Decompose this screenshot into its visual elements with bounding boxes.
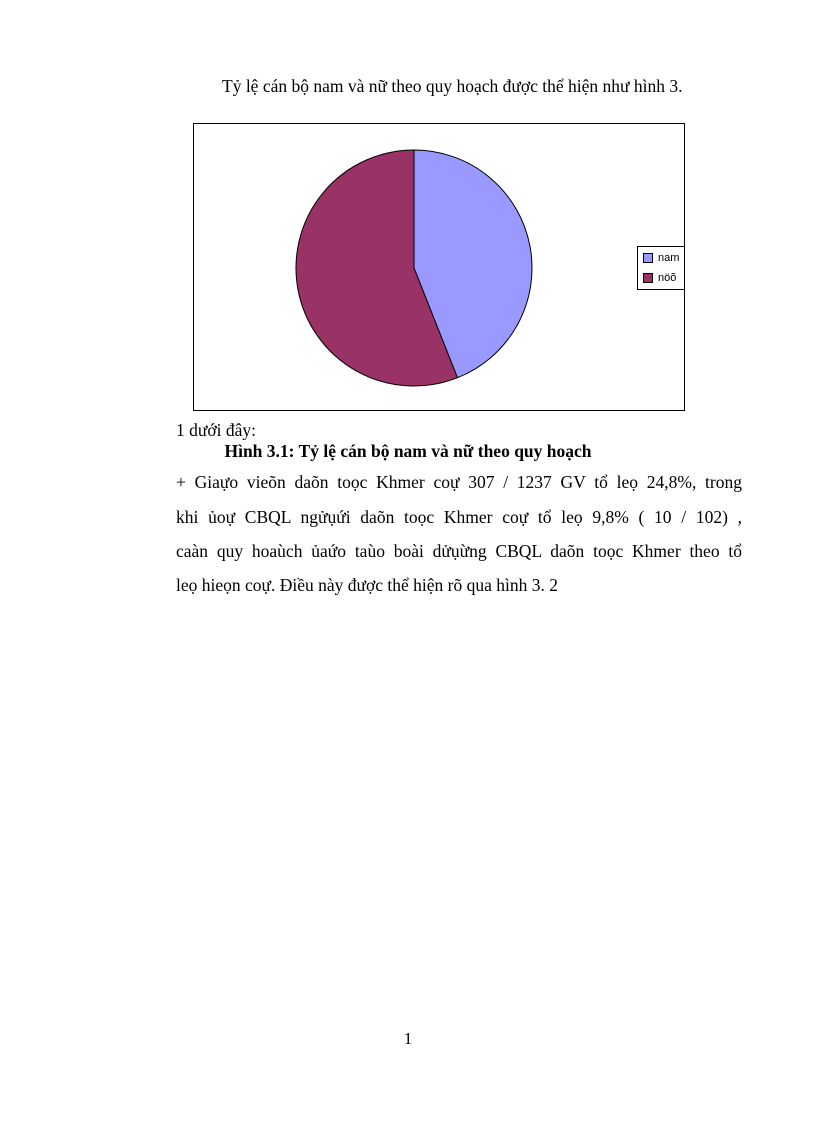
legend-item-nu xyxy=(643,271,676,285)
pie-chart-svg xyxy=(194,124,684,410)
chart-legend xyxy=(637,246,685,290)
legend-item-nam xyxy=(643,251,679,265)
legend-label-nam: nam xyxy=(658,252,680,264)
paragraph-line: + Giaựo vieõn daõn toọc Khmer coự 307 / 1237 GV tổ leọ 24,8%, trong xyxy=(176,472,742,492)
paragraph-line: khi ủoự CBQL ngửụứi daõn toọc Khmer coự tổ leọ 9,8% ( 10 / 102) , xyxy=(176,507,742,527)
intro-text: Tỷ lệ cán bộ nam và nữ theo quy hoạch được thể hiện như hình 3. xyxy=(222,76,683,96)
legend-swatch-nu xyxy=(643,273,653,283)
intro-continuation: 1 dưới đây: xyxy=(176,420,256,440)
paragraph-line: leọ hieọn coự. Điều này được thể hiện rõ qua hình 3. 2 xyxy=(176,575,559,595)
page-number: 1 xyxy=(403,1029,413,1048)
pie-chart xyxy=(193,123,685,411)
paragraph-line: caàn quy hoaùch ủaứo taùo boài dửụừng CBQL daõn toọc Khmer theo tổ xyxy=(176,541,742,561)
figure-caption: Hình 3.1: Tỷ lệ cán bộ nam và nữ theo quy hoạch xyxy=(224,441,592,461)
legend-label-nu: nöõ xyxy=(658,272,677,284)
legend-swatch-nam xyxy=(643,253,653,263)
